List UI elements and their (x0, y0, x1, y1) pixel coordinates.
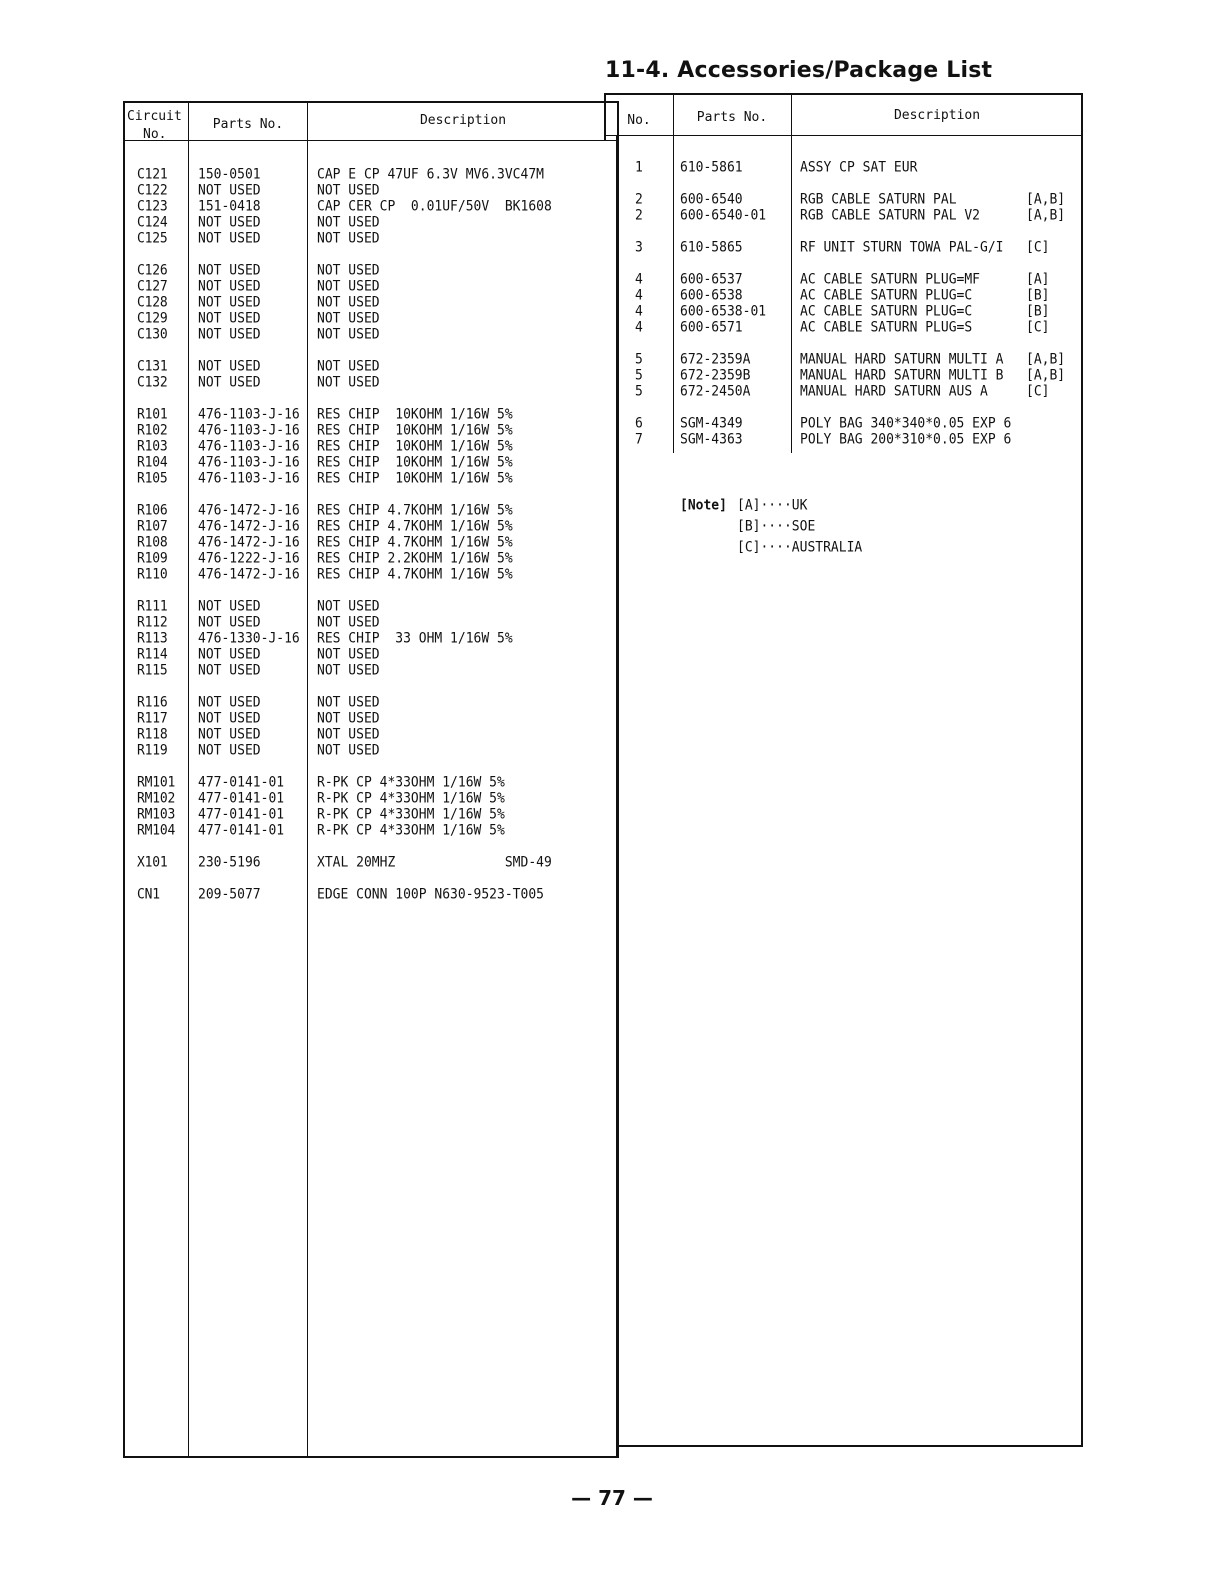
parts-no-cell: 672-2359A (680, 351, 751, 368)
parts-no-cell: NOT USED (198, 710, 261, 727)
page-number: — 77 — (571, 1486, 653, 1510)
description-cell: RF UNIT STURN TOWA PAL-G/I (800, 239, 1004, 256)
circuit-no-cell: C125 (137, 230, 168, 247)
left-col-divider-2 (307, 101, 308, 1456)
header-right-description: Description (893, 108, 981, 123)
parts-no-cell: NOT USED (198, 230, 261, 247)
description-cell: NOT USED (317, 646, 380, 663)
description-cell: NOT USED (317, 310, 380, 327)
parts-no-cell: SGM-4349 (680, 415, 743, 432)
circuit-no-cell: R106 (137, 502, 168, 519)
description-cell: NOT USED (317, 374, 380, 391)
parts-no-cell: 476-1472-J-16 (198, 502, 300, 519)
circuit-no-cell: C131 (137, 358, 168, 375)
description-cell: AC CABLE SATURN PLUG=C (800, 303, 973, 320)
circuit-no-cell: R115 (137, 662, 168, 679)
header-circuit: Circuit (127, 109, 182, 124)
circuit-no-cell: R112 (137, 614, 168, 631)
description-cell: NOT USED (317, 662, 380, 679)
circuit-no-cell: R114 (137, 646, 168, 663)
description-cell: ASSY CP SAT EUR (800, 159, 918, 176)
item-no-cell: 4 (635, 287, 643, 304)
parts-no-cell: 477-0141-01 (198, 774, 285, 791)
description-cell: RGB CABLE SATURN PAL V2 (800, 207, 981, 224)
circuit-no-cell: R103 (137, 438, 168, 455)
circuit-no-cell: R101 (137, 406, 168, 423)
parts-no-cell: 476-1103-J-16 (198, 422, 300, 439)
parts-no-cell: 476-1103-J-16 (198, 438, 300, 455)
parts-no-cell: 672-2450A (680, 383, 751, 400)
item-no-cell: 4 (635, 319, 643, 336)
parts-no-cell: NOT USED (198, 598, 261, 615)
note-item-b: [B]····SOE (737, 518, 816, 535)
right-outer-right (1081, 93, 1083, 1447)
item-no-cell: 5 (635, 351, 643, 368)
item-no-cell: 4 (635, 303, 643, 320)
parts-no-cell: NOT USED (198, 358, 261, 375)
description-cell: XTAL 20MHZ SMD-49 (317, 854, 552, 871)
region-tag-cell: [A] (1026, 271, 1050, 288)
right-col-divider-2 (791, 93, 792, 453)
description-cell: MANUAL HARD SATURN AUS A (800, 383, 988, 400)
parts-no-cell: 600-6537 (680, 271, 743, 288)
description-cell: RES CHIP 4.7KOHM 1/16W 5% (317, 566, 513, 583)
description-cell: R-PK CP 4*33OHM 1/16W 5% (317, 790, 505, 807)
parts-no-cell: 600-6538 (680, 287, 743, 304)
parts-no-cell: NOT USED (198, 182, 261, 199)
circuit-no-cell: R118 (137, 726, 168, 743)
circuit-no-cell: R119 (137, 742, 168, 759)
description-cell: RES CHIP 4.7KOHM 1/16W 5% (317, 518, 513, 535)
description-cell: AC CABLE SATURN PLUG=S (800, 319, 973, 336)
parts-no-cell: 600-6538-01 (680, 303, 767, 320)
circuit-no-cell: RM103 (137, 806, 176, 823)
parts-no-cell: NOT USED (198, 646, 261, 663)
description-cell: NOT USED (317, 326, 380, 343)
description-cell: AC CABLE SATURN PLUG=MF (800, 271, 981, 288)
description-cell: NOT USED (317, 598, 380, 615)
description-cell: MANUAL HARD SATURN MULTI A (800, 351, 1004, 368)
parts-no-cell: 476-1330-J-16 (198, 630, 300, 647)
parts-no-cell: NOT USED (198, 662, 261, 679)
description-cell: NOT USED (317, 294, 380, 311)
parts-no-cell: NOT USED (198, 214, 261, 231)
left-header-divider (123, 140, 617, 141)
parts-no-cell: SGM-4363 (680, 431, 743, 448)
parts-no-cell: NOT USED (198, 310, 261, 327)
parts-no-cell: 610-5865 (680, 239, 743, 256)
item-no-cell: 5 (635, 367, 643, 384)
description-cell: R-PK CP 4*33OHM 1/16W 5% (317, 774, 505, 791)
item-no-cell: 2 (635, 191, 643, 208)
circuit-no-cell: C123 (137, 198, 168, 215)
region-tag-cell: [C] (1026, 319, 1050, 336)
circuit-no-cell: R110 (137, 566, 168, 583)
parts-no-cell: NOT USED (198, 374, 261, 391)
circuit-no-cell: RM101 (137, 774, 176, 791)
description-cell: MANUAL HARD SATURN MULTI B (800, 367, 1004, 384)
circuit-no-cell: R109 (137, 550, 168, 567)
description-cell: POLY BAG 340*340*0.05 EXP 6 (800, 415, 1012, 432)
region-tag-cell: [C] (1026, 239, 1050, 256)
parts-no-cell: NOT USED (198, 694, 261, 711)
description-cell: CAP E CP 47UF 6.3V MV6.3VC47M (317, 166, 544, 183)
circuit-no-cell: R116 (137, 694, 168, 711)
parts-no-cell: NOT USED (198, 278, 261, 295)
description-cell: RGB CABLE SATURN PAL (800, 191, 957, 208)
note-label: [Note] (680, 497, 727, 514)
circuit-no-cell: R105 (137, 470, 168, 487)
parts-no-cell: 476-1103-J-16 (198, 470, 300, 487)
parts-no-cell: 477-0141-01 (198, 822, 285, 839)
description-cell: NOT USED (317, 358, 380, 375)
description-cell: R-PK CP 4*33OHM 1/16W 5% (317, 822, 505, 839)
description-cell: RES CHIP 4.7KOHM 1/16W 5% (317, 502, 513, 519)
region-tag-cell: [A,B] (1026, 351, 1066, 368)
description-cell: NOT USED (317, 614, 380, 631)
circuit-no-cell: RM102 (137, 790, 176, 807)
description-cell: EDGE CONN 100P N630-9523-T005 (317, 886, 544, 903)
description-cell: RES CHIP 2.2KOHM 1/16W 5% (317, 550, 513, 567)
header-right-parts-no: Parts No. (696, 110, 768, 125)
circuit-no-cell: C122 (137, 182, 168, 199)
item-no-cell: 6 (635, 415, 643, 432)
description-cell: NOT USED (317, 214, 380, 231)
parts-no-cell: NOT USED (198, 614, 261, 631)
parts-no-cell: 600-6540-01 (680, 207, 767, 224)
item-no-cell: 1 (635, 159, 643, 176)
header-parts-no: Parts No. (212, 117, 284, 132)
description-cell: NOT USED (317, 710, 380, 727)
region-tag-cell: [B] (1026, 303, 1050, 320)
parts-no-cell: NOT USED (198, 742, 261, 759)
header-description: Description (419, 113, 507, 128)
circuit-no-cell: R107 (137, 518, 168, 535)
circuit-no-cell: C124 (137, 214, 168, 231)
parts-no-cell: 477-0141-01 (198, 790, 285, 807)
circuit-no-cell: R113 (137, 630, 168, 647)
description-cell: NOT USED (317, 278, 380, 295)
circuit-no-cell: C128 (137, 294, 168, 311)
circuit-no-cell: C129 (137, 310, 168, 327)
region-tag-cell: [C] (1026, 383, 1050, 400)
item-no-cell: 7 (635, 431, 643, 448)
note-item-c: [C]····AUSTRALIA (737, 539, 863, 556)
parts-no-cell: 476-1472-J-16 (198, 518, 300, 535)
right-table-bottom (616, 1445, 1083, 1447)
right-header-divider (604, 135, 1083, 136)
item-no-cell: 2 (635, 207, 643, 224)
left-table-bottom (135, 1456, 618, 1458)
description-cell: RES CHIP 10KOHM 1/16W 5% (317, 422, 513, 439)
parts-no-cell: 150-0501 (198, 166, 261, 183)
circuit-no-cell: C121 (137, 166, 168, 183)
right-outer-left (616, 135, 618, 1457)
description-cell: RES CHIP 10KOHM 1/16W 5% (317, 406, 513, 423)
circuit-no-cell: C132 (137, 374, 168, 391)
circuit-no-cell: R111 (137, 598, 168, 615)
circuit-no-cell: R102 (137, 422, 168, 439)
description-cell: RES CHIP 10KOHM 1/16W 5% (317, 438, 513, 455)
circuit-no-cell: R117 (137, 710, 168, 727)
circuit-no-cell: CN1 (137, 886, 160, 903)
parts-no-cell: 476-1472-J-16 (198, 566, 300, 583)
circuit-no-cell: RM104 (137, 822, 176, 839)
region-tag-cell: [A,B] (1026, 207, 1066, 224)
description-cell: POLY BAG 200*310*0.05 EXP 6 (800, 431, 1012, 448)
parts-no-cell: 230-5196 (198, 854, 261, 871)
page-title: 11-4. Accessories/Package List (605, 58, 993, 83)
circuit-no-cell: C126 (137, 262, 168, 279)
right-col-divider-1 (673, 93, 674, 453)
parts-no-cell: NOT USED (198, 294, 261, 311)
parts-no-cell: 476-1472-J-16 (198, 534, 300, 551)
parts-no-cell: 610-5861 (680, 159, 743, 176)
item-no-cell: 4 (635, 271, 643, 288)
description-cell: RES CHIP 33 OHM 1/16W 5% (317, 630, 513, 647)
description-cell: AC CABLE SATURN PLUG=C (800, 287, 973, 304)
parts-no-cell: 600-6540 (680, 191, 743, 208)
description-cell: NOT USED (317, 726, 380, 743)
region-tag-cell: [A,B] (1026, 367, 1066, 384)
header-right-no: No. (627, 113, 651, 128)
left-col-divider-1 (188, 101, 189, 1456)
parts-no-cell: 600-6571 (680, 319, 743, 336)
description-cell: RES CHIP 4.7KOHM 1/16W 5% (317, 534, 513, 551)
circuit-no-cell: C130 (137, 326, 168, 343)
region-tag-cell: [A,B] (1026, 191, 1066, 208)
parts-no-cell: 476-1103-J-16 (198, 406, 300, 423)
description-cell: R-PK CP 4*33OHM 1/16W 5% (317, 806, 505, 823)
item-no-cell: 5 (635, 383, 643, 400)
description-cell: RES CHIP 10KOHM 1/16W 5% (317, 454, 513, 471)
region-tag-cell: [B] (1026, 287, 1050, 304)
description-cell: NOT USED (317, 182, 380, 199)
parts-no-cell: 476-1222-J-16 (198, 550, 300, 567)
description-cell: NOT USED (317, 742, 380, 759)
circuit-no-cell: C127 (137, 278, 168, 295)
parts-no-cell: 672-2359B (680, 367, 751, 384)
parts-no-cell: NOT USED (198, 326, 261, 343)
description-cell: NOT USED (317, 262, 380, 279)
description-cell: RES CHIP 10KOHM 1/16W 5% (317, 470, 513, 487)
parts-no-cell: 151-0418 (198, 198, 261, 215)
circuit-no-cell: R104 (137, 454, 168, 471)
circuit-no-cell: X101 (137, 854, 168, 871)
note-item-a: [A]····UK (737, 497, 808, 514)
parts-no-cell: 209-5077 (198, 886, 261, 903)
circuit-no-cell: R108 (137, 534, 168, 551)
description-cell: NOT USED (317, 230, 380, 247)
description-cell: CAP CER CP 0.01UF/50V BK1608 (317, 198, 552, 215)
item-no-cell: 3 (635, 239, 643, 256)
parts-no-cell: 477-0141-01 (198, 806, 285, 823)
parts-no-cell: NOT USED (198, 262, 261, 279)
parts-no-cell: 476-1103-J-16 (198, 454, 300, 471)
description-cell: NOT USED (317, 694, 380, 711)
header-circuit-no: No. (143, 127, 167, 142)
parts-no-cell: NOT USED (198, 726, 261, 743)
